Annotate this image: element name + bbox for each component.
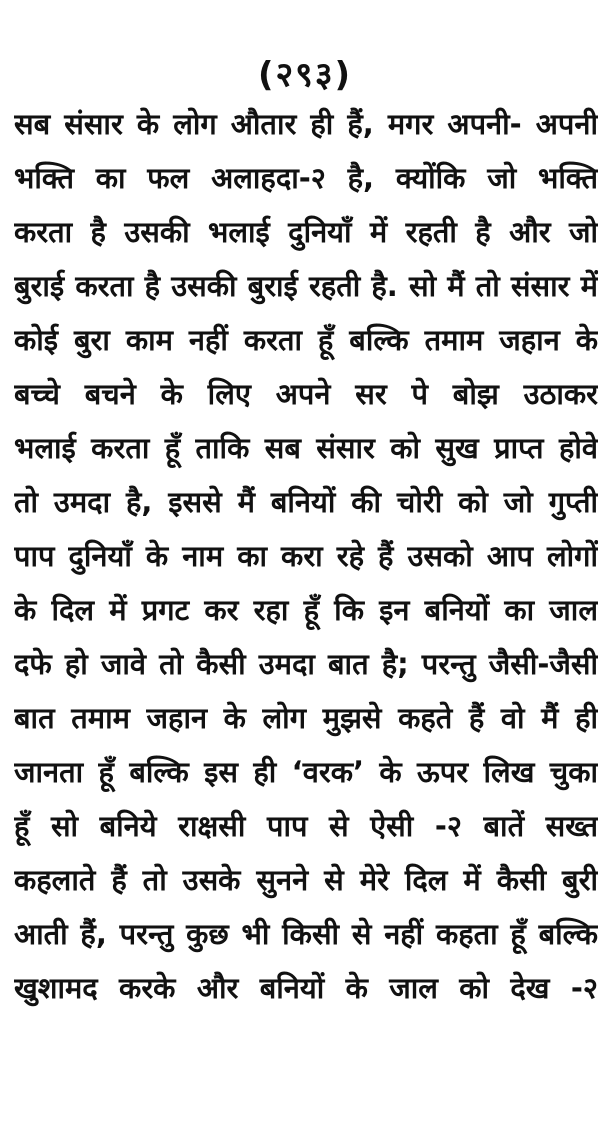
- text-line-9: पाप दुनियाँ के नाम का करा रहे हैं उसको आप लोगों: [14, 539, 598, 573]
- text-line-8: तो उमदा है, इससे मैं बनियों की चोरी को जो गुप्ती: [14, 485, 598, 519]
- text-line-14: हूँ सो बनिये राक्षसी पाप से ऐसी -२ बातें सख्त: [14, 809, 598, 843]
- text-line-15: कहलाते हैं तो उसके सुनने से मेरे दिल में कैसी बुरी: [14, 863, 598, 897]
- text-line-5: कोई बुरा काम नहीं करता हूँ बल्कि तमाम जहान के: [14, 323, 598, 357]
- text-line-12: बात तमाम जहान के लोग मुझसे कहते हैं वो मैं ही: [14, 701, 598, 735]
- text-line-11: दफे हो जावे तो कैसी उमदा बात है; परन्तु जैसी-जैसी: [14, 647, 598, 681]
- text-line-6: बच्चे बचने के लिए अपने सर पे बोझ उठाकर: [14, 377, 598, 411]
- text-line-13: जानता हूँ बल्कि इस ही ‘वरक’ के ऊपर लिख चुका: [14, 755, 598, 789]
- text-line-1: सब संसार के लोग औतार ही हैं, मगर अपनी- अपनी: [14, 107, 598, 141]
- text-line-4: बुराई करता है उसकी बुराई रहती है. सो मैं तो संसार में: [14, 269, 598, 303]
- text-line-10: के दिल में प्रगट कर रहा हूँ कि इन बनियों का जाल: [14, 593, 598, 627]
- text-line-7: भलाई करता हूँ ताकि सब संसार को सुख प्राप्त होवे: [14, 431, 598, 465]
- text-line-17: खुशामद करके और बनियों के जाल को देख -२: [14, 971, 598, 1005]
- text-line-2: भक्ति का फल अलाहदा-२ है, क्योंकि जो भक्ति: [14, 161, 598, 195]
- text-line-3: करता है उसकी भलाई दुनियाँ में रहती है और जो: [14, 215, 598, 249]
- text-line-16: आती हैं, परन्तु कुछ भी किसी से नहीं कहता हूँ बल्कि: [14, 917, 598, 951]
- page-number: (२९३): [257, 55, 353, 95]
